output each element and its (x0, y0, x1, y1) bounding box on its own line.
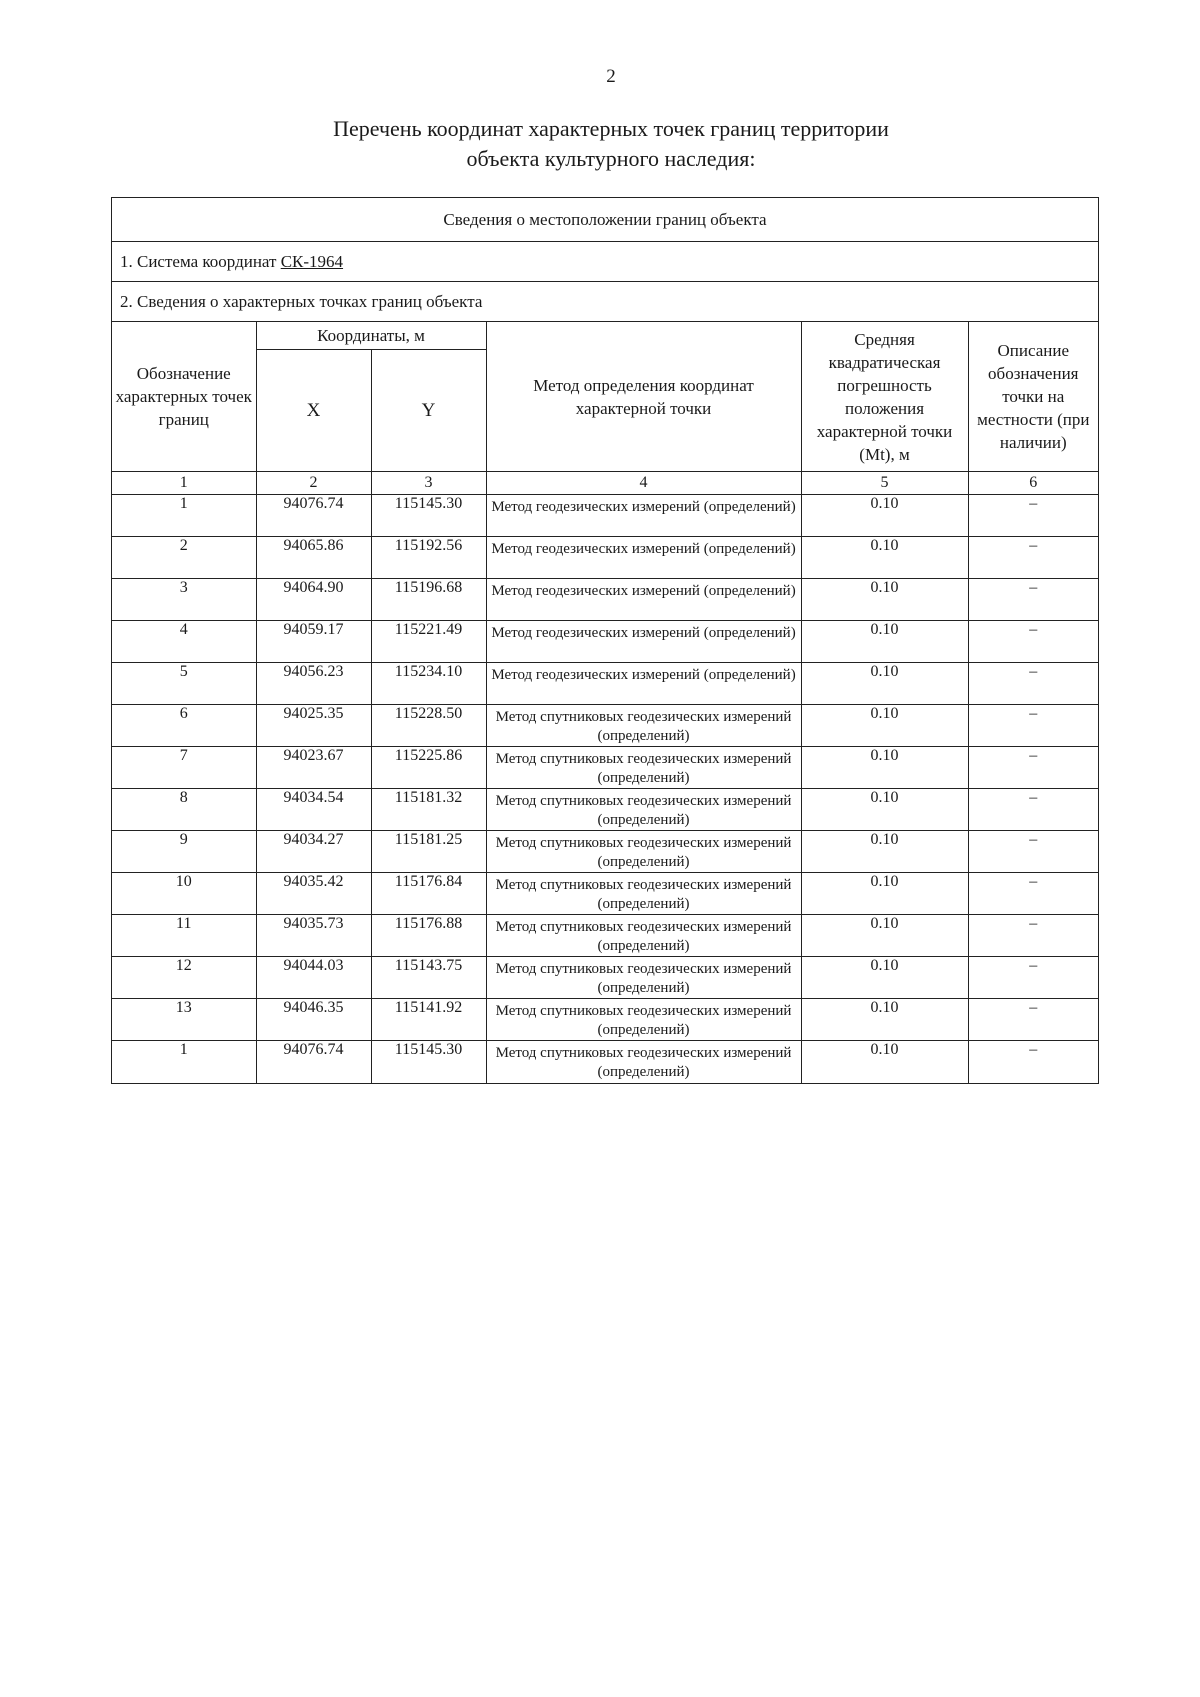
y-coordinate: 115143.75 (371, 957, 486, 999)
point-description: – (968, 873, 1098, 915)
x-coordinate: 94059.17 (256, 621, 371, 663)
header-description: Описание обозначения точки на местности (при наличии) (968, 322, 1098, 472)
y-coordinate: 115145.30 (371, 495, 486, 537)
point-description: – (968, 537, 1098, 579)
point-designation: 10 (112, 873, 256, 915)
point-designation: 8 (112, 789, 256, 831)
point-designation: 3 (112, 579, 256, 621)
x-coordinate: 94065.86 (256, 537, 371, 579)
column-number: 2 (256, 472, 371, 495)
x-coordinate: 94056.23 (256, 663, 371, 705)
x-coordinate: 94076.74 (256, 1041, 371, 1083)
measurement-method: Метод спутниковых геодезических измерений (определений) (486, 831, 801, 873)
title-line-1: Перечень координат характерных точек границ территории (333, 116, 889, 141)
mean-square-error: 0.10 (801, 621, 968, 663)
table-row (112, 1041, 1098, 1083)
page-number: 2 (606, 66, 616, 87)
point-description: – (968, 621, 1098, 663)
table-row (112, 747, 1098, 789)
point-description: – (968, 579, 1098, 621)
point-description: – (968, 705, 1098, 747)
mean-square-error: 0.10 (801, 1041, 968, 1083)
mean-square-error: 0.10 (801, 705, 968, 747)
point-designation: 4 (112, 621, 256, 663)
point-designation: 2 (112, 537, 256, 579)
table-row (112, 831, 1098, 873)
y-coordinate: 115196.68 (371, 579, 486, 621)
coordinate-system-line (112, 242, 1098, 282)
measurement-method: Метод геодезических измерений (определений) (486, 579, 801, 621)
x-coordinate: 94044.03 (256, 957, 371, 999)
y-coordinate: 115192.56 (371, 537, 486, 579)
measurement-method: Метод спутниковых геодезических измерений (определений) (486, 957, 801, 999)
point-designation: 1 (112, 495, 256, 537)
x-coordinate: 94035.73 (256, 915, 371, 957)
column-number: 3 (371, 472, 486, 495)
y-coordinate: 115228.50 (371, 705, 486, 747)
mean-square-error: 0.10 (801, 537, 968, 579)
y-coordinate: 115176.88 (371, 915, 486, 957)
mean-square-error: 0.10 (801, 495, 968, 537)
measurement-method: Метод спутниковых геодезических измерений (определений) (486, 747, 801, 789)
measurement-method: Метод геодезических измерений (определений) (486, 495, 801, 537)
measurement-method: Метод спутниковых геодезических измерений (определений) (486, 999, 801, 1041)
mean-square-error: 0.10 (801, 789, 968, 831)
boundary-points-table (112, 322, 1098, 1083)
column-number: 5 (801, 472, 968, 495)
header-method: Метод определения координат характерной точки (486, 322, 801, 472)
measurement-method: Метод спутниковых геодезических измерений (определений) (486, 915, 801, 957)
header-coordinates: Координаты, м (256, 322, 486, 350)
point-description: – (968, 957, 1098, 999)
measurement-method: Метод спутниковых геодезических измерений (определений) (486, 705, 801, 747)
mean-square-error: 0.10 (801, 831, 968, 873)
mean-square-error: 0.10 (801, 873, 968, 915)
column-number: 1 (112, 472, 256, 495)
mean-square-error: 0.10 (801, 747, 968, 789)
point-description: – (968, 915, 1098, 957)
x-coordinate: 94076.74 (256, 495, 371, 537)
point-designation: 7 (112, 747, 256, 789)
point-designation: 13 (112, 999, 256, 1041)
point-designation: 12 (112, 957, 256, 999)
point-designation: 1 (112, 1041, 256, 1083)
table-row (112, 957, 1098, 999)
x-coordinate: 94034.27 (256, 831, 371, 873)
header-x: X (256, 350, 371, 472)
table-row (112, 789, 1098, 831)
measurement-method: Метод геодезических измерений (определений) (486, 537, 801, 579)
object-location-header: Сведения о местоположении границ объекта (112, 198, 1098, 242)
x-coordinate: 94064.90 (256, 579, 371, 621)
y-coordinate: 115225.86 (371, 747, 486, 789)
points-section-heading: 2. Сведения о характерных точках границ объекта (112, 282, 1098, 322)
y-coordinate: 115176.84 (371, 873, 486, 915)
y-coordinate: 115221.49 (371, 621, 486, 663)
document-title (0, 114, 1200, 174)
mean-square-error: 0.10 (801, 579, 968, 621)
mean-square-error: 0.10 (801, 663, 968, 705)
title-line-2: объекта культурного наследия: (466, 146, 756, 171)
header-y: Y (371, 350, 486, 472)
measurement-method: Метод геодезических измерений (определений) (486, 663, 801, 705)
table-row (112, 915, 1098, 957)
y-coordinate: 115141.92 (371, 999, 486, 1041)
point-description: – (968, 495, 1098, 537)
point-description: – (968, 747, 1098, 789)
table-row (112, 495, 1098, 537)
mean-square-error: 0.10 (801, 999, 968, 1041)
x-coordinate: 94035.42 (256, 873, 371, 915)
x-coordinate: 94034.54 (256, 789, 371, 831)
measurement-method: Метод спутниковых геодезических измерений (определений) (486, 1041, 801, 1083)
point-description: – (968, 789, 1098, 831)
table-row (112, 537, 1098, 579)
measurement-method: Метод спутниковых геодезических измерений (определений) (486, 789, 801, 831)
point-description: – (968, 999, 1098, 1041)
table-row (112, 873, 1098, 915)
y-coordinate: 115181.25 (371, 831, 486, 873)
point-designation: 5 (112, 663, 256, 705)
table-row (112, 621, 1098, 663)
header-designation: Обозначение характерных точек границ (112, 322, 256, 472)
measurement-method: Метод геодезических измерений (определений) (486, 621, 801, 663)
y-coordinate: 115234.10 (371, 663, 486, 705)
x-coordinate: 94025.35 (256, 705, 371, 747)
table-row (112, 663, 1098, 705)
mean-square-error: 0.10 (801, 957, 968, 999)
column-number-row (112, 472, 1098, 495)
point-description: – (968, 831, 1098, 873)
table-row (112, 705, 1098, 747)
column-number: 6 (968, 472, 1098, 495)
y-coordinate: 115145.30 (371, 1041, 486, 1083)
column-number: 4 (486, 472, 801, 495)
point-designation: 11 (112, 915, 256, 957)
point-designation: 9 (112, 831, 256, 873)
coordinate-system-value: СК-1964 (280, 252, 344, 271)
coordinate-system-label: 1. Система координат (120, 252, 281, 271)
boundary-points-sheet (111, 197, 1099, 1084)
mean-square-error: 0.10 (801, 915, 968, 957)
point-description: – (968, 663, 1098, 705)
header-error: Средняя квадратическая погрешность положения характерной точки (Mt), м (801, 322, 968, 472)
x-coordinate: 94046.35 (256, 999, 371, 1041)
x-coordinate: 94023.67 (256, 747, 371, 789)
y-coordinate: 115181.32 (371, 789, 486, 831)
measurement-method: Метод спутниковых геодезических измерений (определений) (486, 873, 801, 915)
point-designation: 6 (112, 705, 256, 747)
table-row (112, 579, 1098, 621)
table-row (112, 999, 1098, 1041)
point-description: – (968, 1041, 1098, 1083)
